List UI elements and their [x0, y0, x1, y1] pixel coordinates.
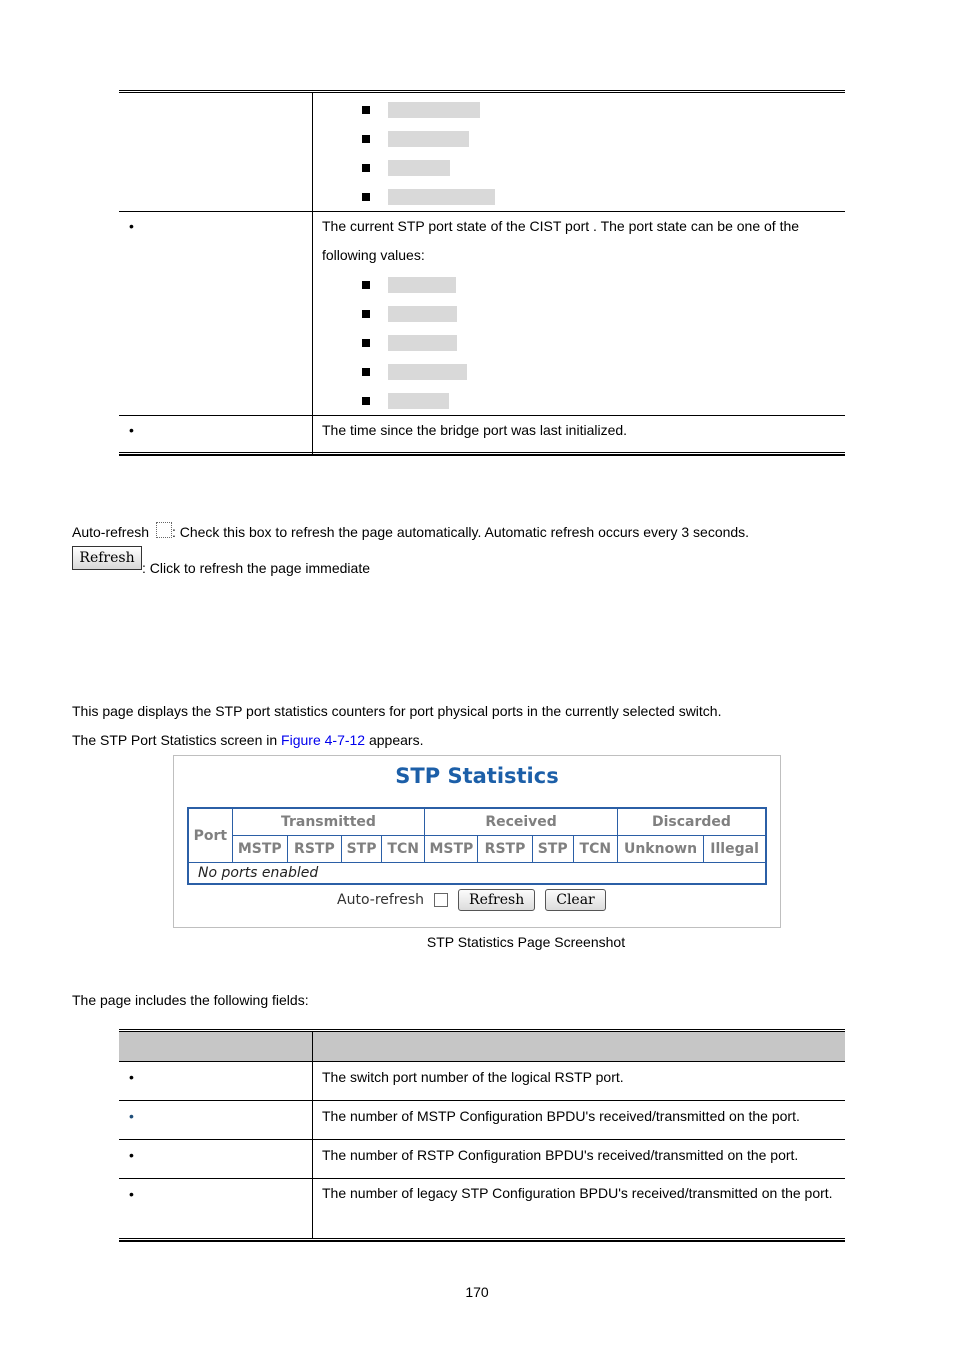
square-bullet-icon: [362, 397, 370, 405]
fields-intro: The page includes the following fields:: [72, 992, 309, 1008]
page-number: 170: [465, 1284, 489, 1300]
field-description: The time since the bridge port was last initialized.: [322, 422, 628, 438]
intro-line-2-prefix: The STP Port Statistics screen in: [72, 732, 282, 748]
refresh-desc: [72, 546, 370, 576]
figure-caption: STP Statistics Page Screenshot: [426, 934, 626, 950]
field-name-cell: [119, 416, 313, 456]
list-item: [322, 270, 839, 299]
field-description: The number of MSTP Configuration BPDU's received/transmitted on the port.: [313, 1101, 846, 1140]
redacted-value: [388, 393, 449, 409]
clear-button[interactable]: Clear: [545, 889, 606, 911]
square-bullet-icon: [362, 368, 370, 376]
field-description: The number of legacy STP Configuration BPDU's received/transmitted on the port.: [322, 1185, 833, 1201]
field-desc-cell: [313, 93, 846, 212]
field-desc-cell: [313, 212, 846, 416]
header-divider: [312, 1032, 313, 1062]
table-header-row: [119, 1032, 845, 1062]
field-description: The switch port number of the logical RSTP port.: [313, 1062, 846, 1101]
unknown-header: Unknown: [617, 836, 703, 863]
list-item: [322, 328, 839, 357]
intro-line-2-suffix: appears.: [365, 732, 424, 748]
port-header: Port: [188, 808, 232, 863]
bullet: •: [129, 422, 134, 438]
discarded-header: Discarded: [617, 808, 766, 836]
bullet: •: [129, 1147, 134, 1163]
tx-stp-header: STP: [341, 836, 381, 863]
bullet: •: [129, 218, 134, 234]
list-item: [322, 153, 839, 182]
square-bullet-icon: [362, 339, 370, 347]
square-bullet-icon: [362, 135, 370, 143]
field-name-cell: [119, 1062, 313, 1101]
tx-rstp-header: RSTP: [287, 836, 341, 863]
received-header: Received: [425, 808, 618, 836]
list-item: [322, 124, 839, 153]
tx-mstp-header: MSTP: [232, 836, 287, 863]
auto-refresh-text: : Check this box to refresh the page automatically. Automatic refresh occurs every 3 seconds.: [171, 524, 750, 540]
rx-rstp-header: RSTP: [478, 836, 532, 863]
bullet: •: [129, 1069, 134, 1085]
redacted-value: [388, 160, 450, 176]
field-name-cell: [119, 93, 313, 212]
refresh-button[interactable]: Refresh: [72, 546, 142, 570]
square-bullet-icon: [362, 106, 370, 114]
field-name-cell: [119, 1101, 313, 1140]
intro-line-1: This page displays the STP port statistics counters for port physical ports in the currently selected switch.: [72, 703, 722, 719]
top-table-bottom-rule: [119, 452, 845, 456]
bottom-table-bottom-rule: [119, 1238, 845, 1242]
field-name-cell: [119, 1179, 313, 1240]
list-item: [322, 357, 839, 386]
refresh-text: : Click to refresh the page immediate: [142, 560, 370, 576]
auto-refresh-checkbox[interactable]: [156, 522, 172, 538]
top-field-table: [119, 93, 845, 455]
empty-message: No ports enabled: [198, 865, 319, 881]
list-item: [322, 386, 839, 415]
intro-line-2: [72, 732, 423, 748]
square-bullet-icon: [362, 193, 370, 201]
field-name-cell: [119, 1140, 313, 1179]
auto-refresh-label: Auto-refresh: [337, 892, 425, 908]
field-name-cell: [119, 212, 313, 416]
figure-link[interactable]: Figure 4-7-12: [281, 732, 366, 748]
square-bullet-icon: [362, 310, 370, 318]
redacted-value: [388, 131, 469, 147]
square-bullet-icon: [362, 164, 370, 172]
value-list: [322, 95, 839, 211]
list-item: [322, 299, 839, 328]
tx-tcn-header: TCN: [382, 836, 425, 863]
redacted-value: [388, 277, 456, 293]
refresh-button[interactable]: Refresh: [458, 889, 535, 911]
redacted-value: [388, 102, 480, 118]
field-description: The number of RSTP Configuration BPDU's received/transmitted on the port.: [313, 1140, 846, 1179]
auto-refresh-desc: [72, 522, 749, 540]
auto-refresh-label: Auto-refresh: [72, 524, 150, 540]
value-list: [322, 270, 839, 415]
rx-tcn-header: TCN: [573, 836, 617, 863]
rx-mstp-header: MSTP: [425, 836, 478, 863]
bullet: •: [129, 1108, 134, 1124]
transmitted-header: Transmitted: [232, 808, 425, 836]
stp-statistics-screenshot: [173, 755, 781, 928]
rx-stp-header: STP: [532, 836, 573, 863]
controls-bar: [337, 889, 606, 911]
square-bullet-icon: [362, 281, 370, 289]
list-item: [322, 95, 839, 124]
field-description: The current STP port state of the CIST port . The port state can be one of the following values:: [322, 218, 800, 263]
bullet: •: [129, 1186, 134, 1202]
stp-statistics-table: [187, 807, 767, 885]
illegal-header: Illegal: [704, 836, 766, 863]
redacted-value: [388, 189, 495, 205]
list-item: [322, 182, 839, 211]
auto-refresh-checkbox[interactable]: [434, 893, 448, 907]
bottom-field-table: [119, 1062, 845, 1239]
redacted-value: [388, 364, 467, 380]
page-title: STP Statistics: [395, 764, 559, 788]
redacted-value: [388, 306, 457, 322]
redacted-value: [388, 335, 457, 351]
